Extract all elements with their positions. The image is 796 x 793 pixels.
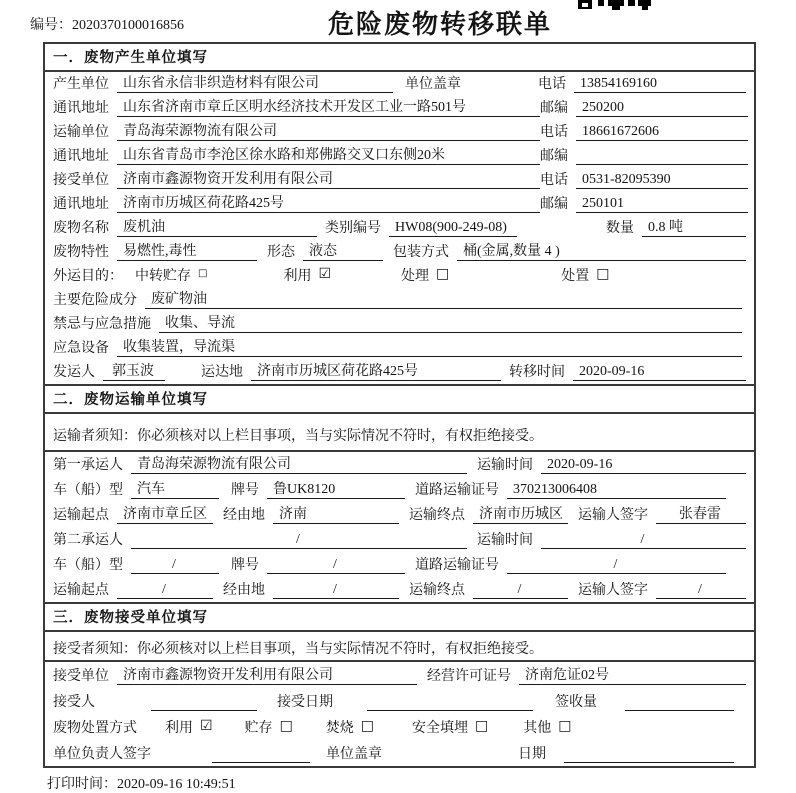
zip-label: 邮编 [540,197,568,212]
form-value: 液态 [303,240,383,261]
recipient-value [151,710,257,711]
checkbox-icon: □ [596,266,610,282]
via-value: / [273,582,399,599]
disposal-option-storage [245,717,293,737]
zip-label: 邮编 [540,101,568,116]
plate-value: 鲁UK8120 [267,478,405,499]
route-row [45,502,754,527]
serial-value: 2020370100016856 [72,18,184,33]
hazard-component-label: 主要危险成分 [53,293,137,308]
waste-property-row [45,240,754,264]
transporter-phone-value: 18661672606 [576,124,748,141]
producer-phone-value: 13854169160 [574,76,746,93]
emergency-equipment-row [45,336,754,360]
producer-phone-field [538,73,746,93]
route-row-2 [45,577,754,602]
zip-label: 邮编 [540,149,568,164]
receiver-phone-value: 0531-82095390 [576,172,748,189]
checkbox-icon: □ [360,718,375,734]
receive-date-value [367,710,533,711]
date-value [564,762,734,763]
dispatch-row [45,360,754,384]
purpose-option-dispose [561,265,609,285]
license-label: 经营许可证号 [427,669,511,684]
responsible-signature-label: 单位负责人签字 [53,747,151,762]
receiving-unit-label: 接受单位 [53,669,109,684]
address-label: 通讯地址 [53,197,109,212]
via-label: 经由地 [223,583,265,598]
receiver-zip-value: 250101 [576,196,748,213]
hazard-component-row [45,288,754,312]
recipient-label: 接受人 [53,695,95,710]
checkbox-icon: □ [198,268,208,279]
checkbox-checked-icon: ☑ [200,718,213,734]
road-permit-label: 道路运输证号 [415,483,499,498]
route-end-label: 运输终点 [409,508,465,523]
disposal-method-row [45,714,754,740]
second-carrier-label: 第二承运人 [53,533,123,548]
route-start-value: 济南市章丘区 [117,503,213,524]
section-transport [45,384,754,602]
receiver-label: 接受单位 [53,173,109,188]
quantity-value: 0.8 吨 [642,216,746,237]
purpose-option-utilize [283,265,331,285]
receiver-address-value: 济南市历城区荷花路425号 [117,192,540,213]
section2-title: 二．废物运输单位填写 [45,384,754,414]
category-code-label: 类别编号 [325,221,381,236]
vehicle-row [45,477,754,502]
recipient-row [45,688,754,714]
qr-code-fragment [578,0,652,11]
date-label: 日期 [518,747,546,762]
vehicle-type-value: / [131,557,219,574]
dispatcher-value: 郭玉波 [103,360,165,381]
option-label: 其他 [523,721,552,736]
via-label: 经由地 [223,508,265,523]
unit-seal-label: 单位盖章 [405,77,461,92]
purpose-option-transfer-storage [135,265,207,285]
waste-name-value: 废机油 [117,216,317,237]
print-time: 打印时间：2020-09-16 10:49:51 [47,777,236,792]
hazard-component-value: 废矿物油 [145,288,742,309]
form-label: 形态 [267,245,295,260]
destination-value: 济南市历城区荷花路425号 [251,360,501,381]
transporter-row [45,120,754,144]
section-receive [45,602,754,766]
disposal-method-label: 废物处置方式 [53,721,137,736]
waste-name-label: 废物名称 [53,221,109,236]
transfer-time-value: 2020-09-16 [573,364,746,381]
vehicle-type-label: 车（船）型 [53,558,123,573]
transporter-notice: 运输者须知：你必须核对以上栏目事项，当与实际情况不符时，有权拒绝接受。 [45,414,754,452]
road-permit-value: 370213006408 [507,482,726,499]
received-quantity-value [625,710,734,711]
transfer-purpose-label: 外运目的： [53,269,123,284]
receiving-unit-row [45,662,754,688]
packaging-value: 桶(金属,数量 4 ) [457,240,746,261]
vehicle-type-label: 车（船）型 [53,483,123,498]
transfer-purpose-row [45,264,754,288]
route-start-label: 运输起点 [53,583,109,598]
transporter-address-value: 山东省青岛市李沧区徐水路和郑佛路交叉口东侧20米 [117,144,540,165]
section-producer [45,44,754,384]
route-start-label: 运输起点 [53,508,109,523]
quantity-label: 数量 [606,221,634,236]
page-header [0,0,796,42]
second-carrier-value: / [131,532,467,549]
disposal-option-utilize [165,717,213,737]
road-permit-label: 道路运输证号 [415,558,499,573]
checkbox-checked-icon: ☑ [318,266,332,282]
dispatcher-label: 发运人 [53,365,95,380]
section1-title: 一．废物产生单位填写 [45,44,754,72]
section3-title: 三．废物接受单位填写 [45,602,754,632]
option-label: 利用 [283,269,312,284]
via-value: 济南 [273,503,399,524]
received-quantity-label: 签收量 [555,695,597,710]
road-permit-value: / [507,557,726,574]
first-carrier-value: 青岛海荣源物流有限公司 [131,453,467,474]
category-code-value: HW08(900-249-08) [389,220,517,237]
disposal-option-other [523,717,571,737]
emergency-equipment-value: 收集装置，导流渠 [117,336,742,357]
responsible-signature-row [45,740,754,766]
transport-time-value: 2020-09-16 [541,457,746,474]
producer-row [45,72,754,96]
first-carrier-row [45,452,754,477]
plate-value: / [267,557,405,574]
route-end-value: / [473,582,568,599]
option-label: 中转贮存 [135,269,191,284]
second-carrier-row [45,527,754,552]
transporter-phone-field [540,121,748,141]
serial-label: 编号： [30,18,72,33]
option-label: 焚烧 [325,721,354,736]
transporter-zip-value [576,164,748,165]
phone-label: 电话 [540,173,568,188]
option-label: 贮存 [244,721,273,736]
emergency-measures-row [45,312,754,336]
checkbox-icon: □ [558,718,572,734]
waste-property-label: 废物特性 [53,245,109,260]
transporter-label: 运输单位 [53,125,109,140]
route-start-value: / [117,582,213,599]
transport-time-value: / [541,532,746,549]
producer-label: 产生单位 [53,77,109,92]
plate-label: 牌号 [231,558,259,573]
page-title: 危险废物转移联单 [327,10,552,39]
transfer-form [43,42,756,768]
carrier-signature-value: 张春雷 [656,503,746,524]
transporter-address-row [45,144,754,168]
waste-name-row [45,216,754,240]
carrier-signature-label: 运输人签字 [578,508,648,523]
producer-value: 山东省永信非织造材料有限公司 [117,72,393,93]
receiver-row [45,168,754,192]
receiving-unit-value: 济南市鑫源物资开发利用有限公司 [117,664,417,685]
plate-label: 牌号 [231,483,259,498]
transport-time-label: 运输时间 [477,458,533,473]
receiver-value: 济南市鑫源物资开发利用有限公司 [117,168,540,189]
option-label: 处置 [561,269,590,284]
transporter-value: 青岛海荣源物流有限公司 [117,120,540,141]
receiver-notice: 接受者须知：你必须核对以上栏目事项，当与实际情况不符时，有权拒绝接受。 [45,632,754,662]
license-value: 济南危证02号 [519,664,746,685]
vehicle-row-2 [45,552,754,577]
destination-label: 运达地 [201,365,243,380]
phone-label: 电话 [538,77,566,92]
receiver-address-row [45,192,754,216]
receive-date-label: 接受日期 [277,695,333,710]
address-label: 通讯地址 [53,149,109,164]
checkbox-icon: □ [279,718,293,734]
address-label: 通讯地址 [53,101,109,116]
emergency-measures-value: 收集、导流 [159,312,742,333]
transport-time-label: 运输时间 [477,533,533,548]
carrier-signature-label: 运输人签字 [578,583,648,598]
producer-address-row [45,96,754,120]
receiver-phone-field [540,169,748,189]
emergency-measures-label: 禁忌与应急措施 [53,317,151,332]
receiver-zip-field [540,193,748,213]
disposal-option-incinerate [326,717,374,737]
carrier-signature-value: / [656,582,746,599]
route-end-label: 运输终点 [409,583,465,598]
transfer-time-label: 转移时间 [509,365,565,380]
checkbox-icon: □ [475,718,489,734]
disposal-option-landfill [412,717,488,737]
route-end-value: 济南市历城区 [473,503,568,524]
producer-zip-field [540,97,748,117]
unit-seal-label: 单位盖章 [326,747,382,762]
producer-zip-value: 250200 [576,100,748,117]
vehicle-type-value: 汽车 [131,478,219,499]
purpose-option-treat [401,265,449,285]
transporter-zip-field [540,145,748,165]
emergency-equipment-label: 应急设备 [53,341,109,356]
first-carrier-label: 第一承运人 [53,458,123,473]
option-label: 安全填埋 [412,721,469,736]
option-label: 利用 [165,721,193,736]
checkbox-icon: □ [436,266,450,282]
phone-label: 电话 [540,125,568,140]
waste-property-value: 易燃性,毒性 [117,240,257,261]
option-label: 处理 [401,269,430,284]
producer-address-value: 山东省济南市章丘区明水经济技术开发区工业一路501号 [117,96,540,117]
packaging-label: 包装方式 [393,245,449,260]
responsible-signature-value [212,762,310,763]
